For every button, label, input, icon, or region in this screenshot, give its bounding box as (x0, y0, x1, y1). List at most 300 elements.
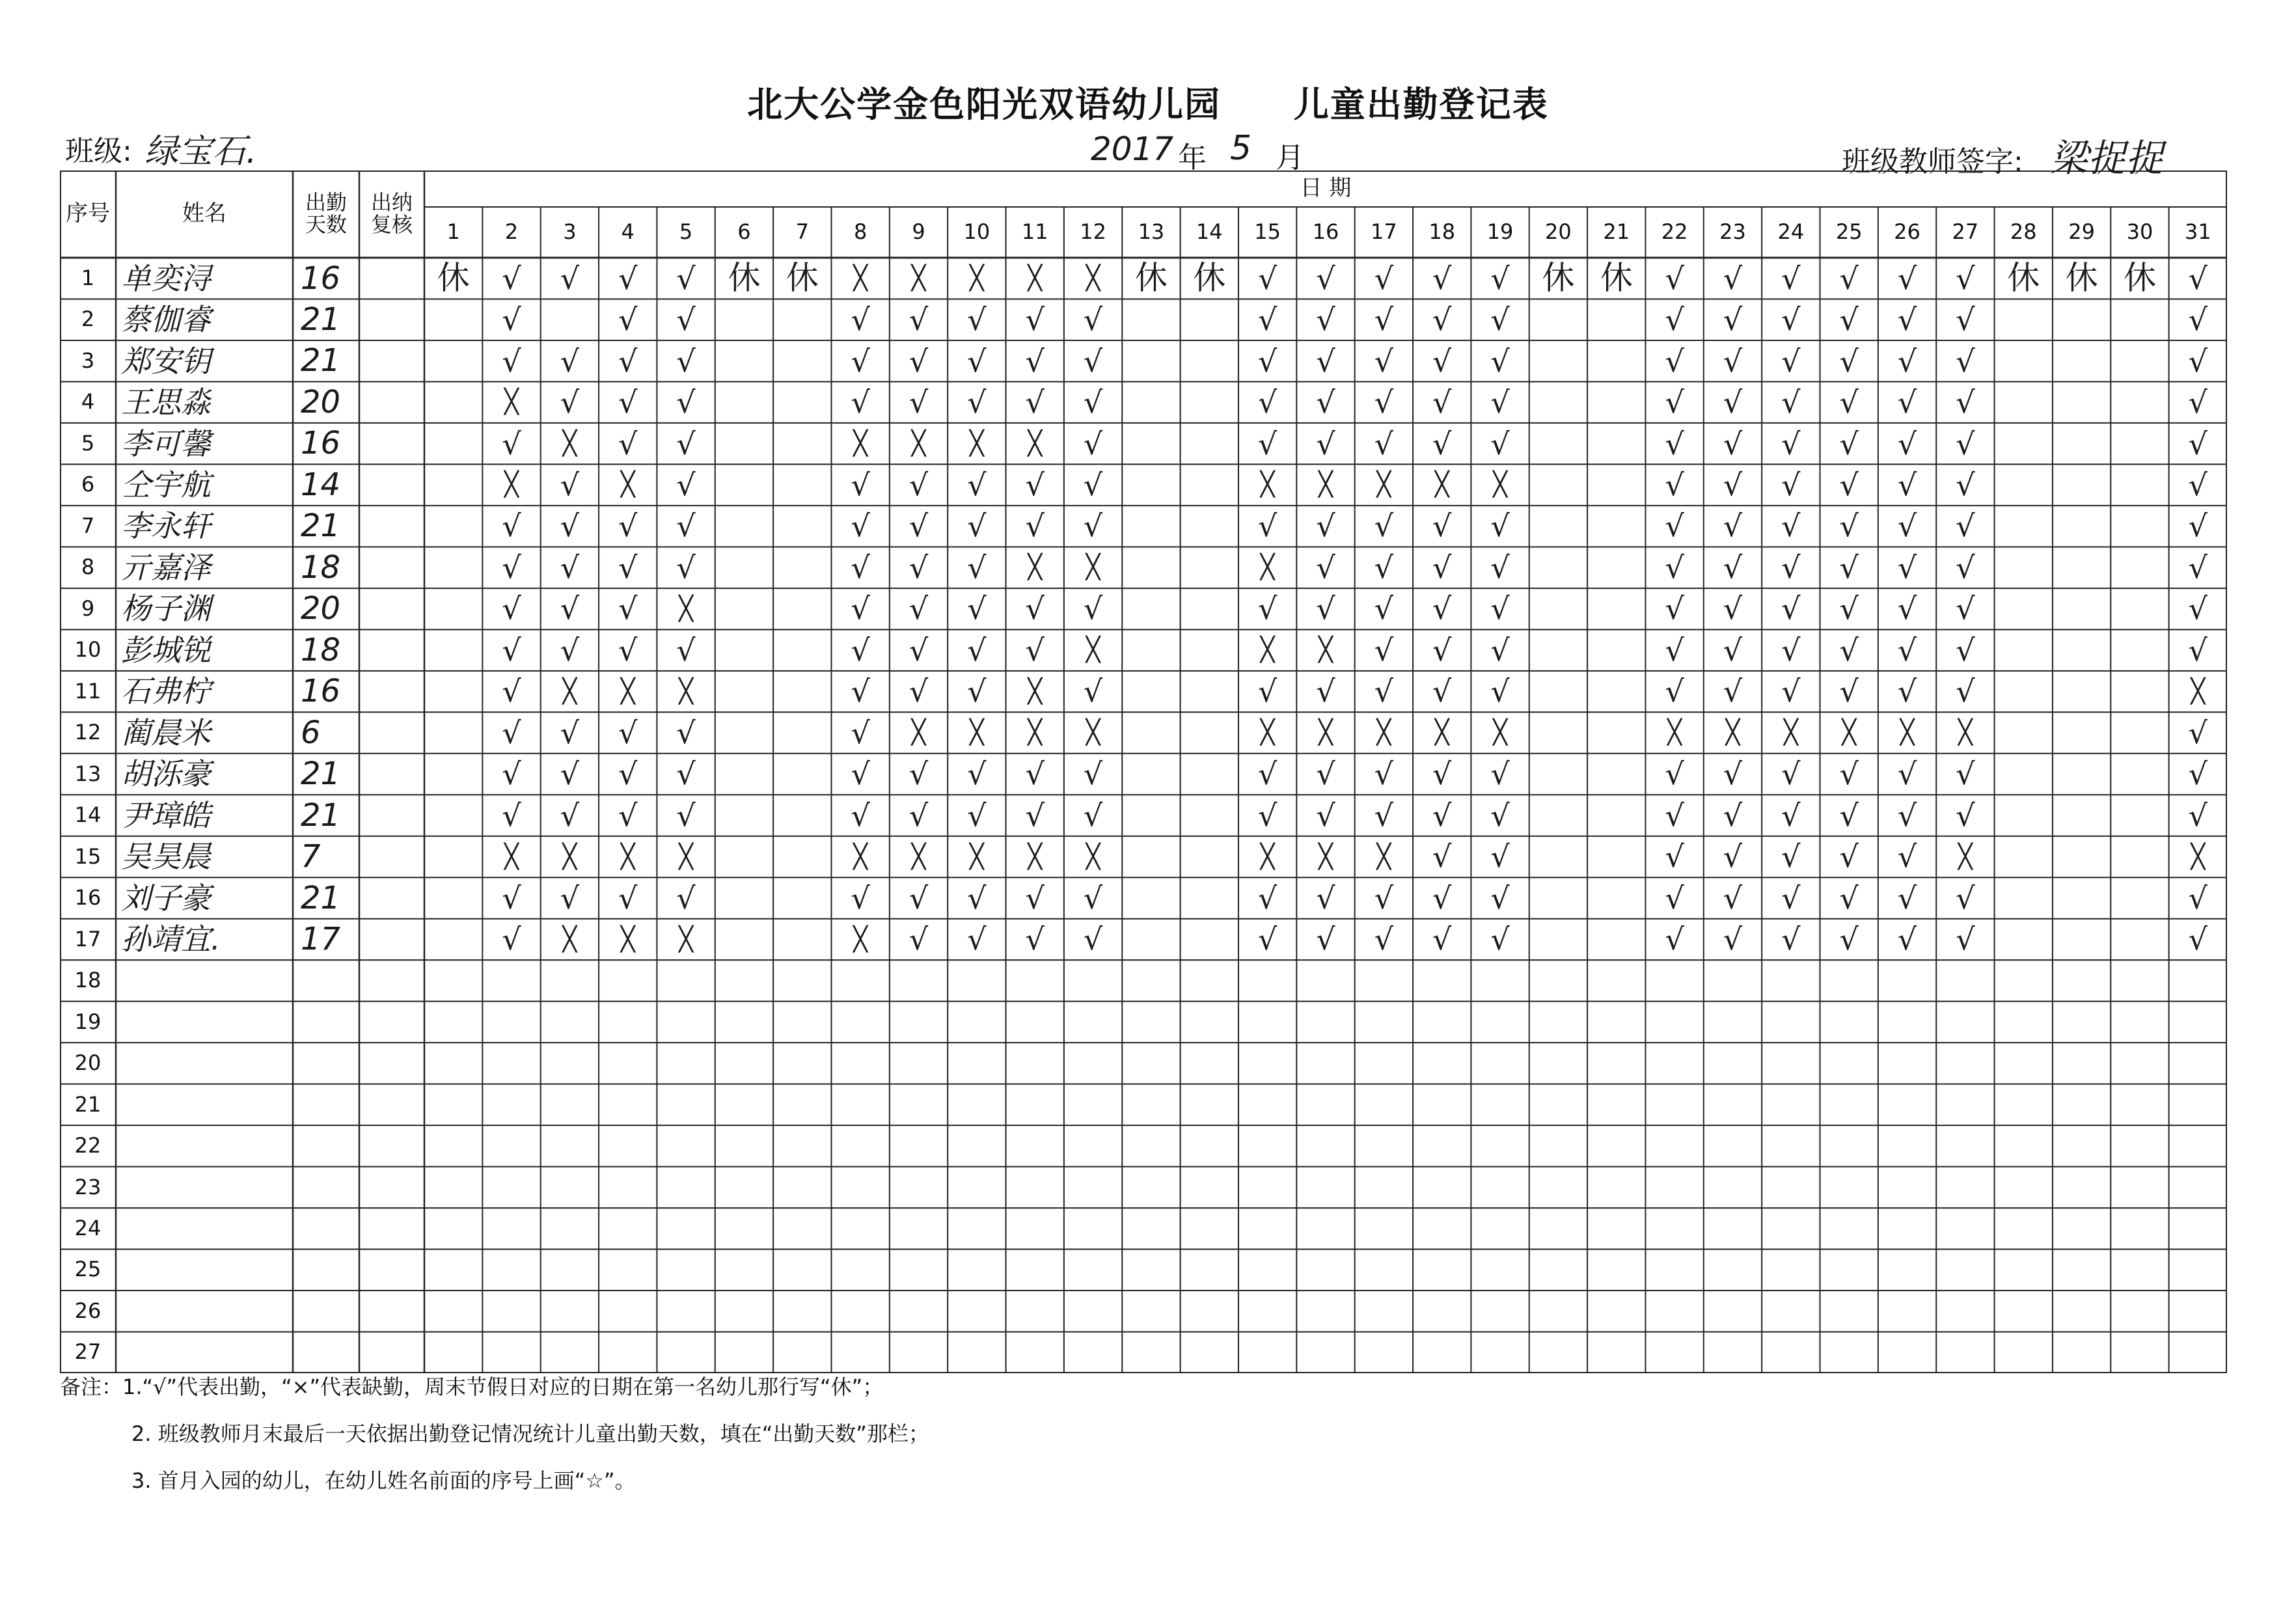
holiday-mark: 休 (437, 259, 470, 297)
present-mark: √ (967, 302, 987, 338)
absent-mark: ╳ (679, 843, 693, 870)
absent-mark: ╳ (1319, 843, 1333, 870)
header-days-line: 天数 (305, 212, 347, 237)
present-mark: √ (676, 508, 696, 544)
kindergarten-name: 北大公学金色阳光双语幼儿园 (747, 84, 1222, 125)
holiday-mark: 休 (1193, 259, 1226, 297)
date-header-25: 25 (1835, 219, 1863, 245)
absent-mark: ╳ (562, 430, 577, 457)
present-mark: √ (1257, 756, 1278, 792)
date-header-14: 14 (1196, 219, 1223, 245)
absent-mark: ╳ (1028, 430, 1043, 457)
present-mark: √ (1025, 385, 1045, 420)
present-mark: √ (676, 632, 696, 668)
present-mark: √ (1490, 508, 1510, 544)
present-mark: √ (1897, 591, 1917, 627)
present-mark: √ (1897, 922, 1917, 957)
absent-mark: ╳ (1260, 843, 1275, 870)
holiday-mark: 休 (1134, 259, 1168, 297)
present-mark: √ (1839, 260, 1859, 296)
attendance-days: 21 (301, 756, 341, 793)
present-mark: √ (502, 880, 521, 916)
present-mark: √ (1723, 674, 1743, 709)
present-mark: √ (851, 467, 870, 502)
present-mark: √ (1083, 591, 1103, 627)
header-days (293, 171, 359, 258)
absent-mark: ╳ (1725, 719, 1740, 746)
present-mark: √ (1025, 632, 1045, 668)
present-mark: √ (1374, 385, 1393, 420)
present-mark: √ (1839, 426, 1859, 461)
row-number: 4 (81, 389, 95, 415)
present-mark: √ (1781, 674, 1801, 709)
present-mark: √ (1490, 302, 1510, 338)
present-mark: √ (1839, 508, 1859, 544)
present-mark: √ (851, 343, 870, 379)
present-mark: √ (1723, 839, 1743, 875)
present-mark: √ (560, 797, 580, 833)
present-mark: √ (1083, 426, 1103, 461)
absent-mark: ╳ (1086, 719, 1100, 746)
absent-mark: ╳ (2191, 843, 2206, 870)
present-mark: √ (1839, 922, 1859, 957)
date-header-20: 20 (1545, 219, 1572, 245)
present-mark: √ (1665, 260, 1684, 296)
month-value: 5 (1230, 129, 1252, 168)
present-mark: √ (1897, 260, 1917, 296)
present-mark: √ (1839, 302, 1859, 338)
present-mark: √ (502, 922, 521, 957)
present-mark: √ (618, 756, 638, 792)
present-mark: √ (2188, 260, 2207, 296)
absent-mark: ╳ (679, 677, 693, 705)
present-mark: √ (909, 880, 929, 916)
present-mark: √ (1316, 260, 1335, 296)
date-header-1: 1 (446, 219, 460, 245)
header-check-line: 复核 (370, 212, 413, 237)
present-mark: √ (1432, 922, 1452, 957)
present-mark: √ (1083, 467, 1103, 502)
present-mark: √ (1723, 632, 1743, 668)
present-mark: √ (1316, 591, 1335, 627)
present-mark: √ (967, 591, 987, 627)
present-mark: √ (1257, 426, 1278, 461)
present-mark: √ (1956, 302, 1975, 338)
absent-mark: ╳ (562, 677, 577, 705)
present-mark: √ (1025, 343, 1045, 379)
teacher-signature-label: 班级教师签字: (1842, 145, 2023, 178)
present-mark: √ (1316, 797, 1335, 833)
note-2: 2. 班级教师月末最后一天依据出勤登记情况统计儿童出勤天数，填在“出勤天数”那栏； (131, 1421, 929, 1446)
present-mark: √ (1956, 880, 1975, 916)
present-mark: √ (909, 591, 929, 627)
row-number: 14 (74, 802, 102, 828)
absent-mark: ╳ (970, 719, 984, 746)
present-mark: √ (1781, 797, 1801, 833)
present-mark: √ (1956, 674, 1975, 709)
present-mark: √ (1257, 922, 1278, 957)
present-mark: √ (1490, 591, 1510, 627)
row-number: 20 (74, 1050, 102, 1076)
absent-mark: ╳ (970, 264, 984, 292)
present-mark: √ (1025, 756, 1045, 792)
present-mark: √ (1432, 591, 1452, 627)
present-mark: √ (1897, 549, 1917, 585)
present-mark: √ (676, 302, 696, 338)
absent-mark: ╳ (504, 389, 519, 416)
attendance-days: 21 (301, 342, 341, 379)
date-header-11: 11 (1021, 219, 1048, 245)
present-mark: √ (502, 343, 521, 379)
present-mark: √ (1083, 508, 1103, 544)
present-mark: √ (2188, 880, 2207, 916)
present-mark: √ (1083, 922, 1103, 957)
attendance-days: 18 (301, 549, 341, 586)
present-mark: √ (967, 467, 987, 502)
present-mark: √ (1781, 880, 1801, 916)
present-mark: √ (1374, 632, 1393, 668)
present-mark: √ (2188, 922, 2207, 957)
holiday-mark: 休 (2007, 259, 2040, 297)
absent-mark: ╳ (1376, 471, 1391, 499)
present-mark: √ (1839, 839, 1859, 875)
year-value: 2017 (1091, 130, 1174, 168)
present-mark: √ (502, 426, 521, 461)
present-mark: √ (909, 508, 929, 544)
date-header-30: 30 (2126, 219, 2153, 245)
present-mark: √ (1083, 797, 1103, 833)
child-name: 石弗柠 (121, 674, 211, 709)
present-mark: √ (851, 508, 870, 544)
date-header-19: 19 (1486, 219, 1514, 245)
absent-mark: ╳ (504, 843, 519, 870)
present-mark: √ (1781, 756, 1801, 792)
present-mark: √ (618, 343, 638, 379)
present-mark: √ (2188, 302, 2207, 338)
row-number: 26 (74, 1298, 102, 1323)
present-mark: √ (909, 343, 929, 379)
attendance-days: 21 (301, 797, 341, 834)
present-mark: √ (967, 549, 987, 585)
present-mark: √ (1723, 426, 1743, 461)
present-mark: √ (676, 426, 696, 461)
present-mark: √ (851, 302, 870, 338)
holiday-mark: 休 (1542, 259, 1575, 297)
present-mark: √ (1956, 508, 1975, 544)
present-mark: √ (1665, 922, 1684, 957)
absent-mark: ╳ (679, 595, 693, 622)
present-mark: √ (1083, 674, 1103, 709)
absent-mark: ╳ (620, 925, 635, 953)
date-header-3: 3 (563, 219, 577, 245)
row-number: 3 (81, 348, 95, 373)
absent-mark: ╳ (970, 430, 984, 457)
child-name: 彭城锐 (121, 632, 211, 668)
present-mark: √ (676, 343, 696, 379)
present-mark: √ (909, 632, 929, 668)
present-mark: √ (1490, 385, 1510, 420)
present-mark: √ (1432, 343, 1452, 379)
date-header-22: 22 (1661, 219, 1688, 245)
present-mark: √ (1839, 797, 1859, 833)
present-mark: √ (1956, 922, 1975, 957)
present-mark: √ (1839, 756, 1859, 792)
absent-mark: ╳ (1376, 719, 1391, 746)
month-label: 月 (1276, 141, 1304, 174)
header-check-line: 出纳 (370, 190, 413, 215)
teacher-signature: 梁捉捉 (2050, 136, 2164, 180)
present-mark: √ (560, 715, 580, 750)
absent-mark: ╳ (1376, 843, 1391, 870)
present-mark: √ (909, 674, 929, 709)
present-mark: √ (1490, 632, 1510, 668)
date-header-9: 9 (912, 219, 925, 245)
present-mark: √ (1316, 302, 1335, 338)
present-mark: √ (560, 260, 580, 296)
present-mark: √ (1781, 385, 1801, 420)
present-mark: √ (618, 426, 638, 461)
absent-mark: ╳ (1086, 554, 1100, 581)
present-mark: √ (1781, 302, 1801, 338)
holiday-mark: 休 (728, 259, 761, 297)
attendance-days: 21 (301, 879, 341, 916)
present-mark: √ (1723, 880, 1743, 916)
present-mark: √ (676, 467, 696, 502)
present-mark: √ (1490, 797, 1510, 833)
present-mark: √ (560, 632, 580, 668)
present-mark: √ (1374, 591, 1393, 627)
present-mark: √ (1781, 260, 1801, 296)
present-mark: √ (2188, 756, 2207, 792)
attendance-days: 20 (301, 383, 341, 420)
present-mark: √ (2188, 549, 2207, 585)
date-header-24: 24 (1777, 219, 1805, 245)
present-mark: √ (1665, 385, 1684, 420)
row-number: 27 (74, 1339, 102, 1365)
present-mark: √ (851, 797, 870, 833)
present-mark: √ (1490, 880, 1510, 916)
date-header-18: 18 (1428, 219, 1456, 245)
present-mark: √ (909, 302, 929, 338)
present-mark: √ (1665, 302, 1684, 338)
absent-mark: ╳ (562, 925, 577, 953)
note-3: 3. 首月入园的幼儿，在幼儿姓名前面的序号上画“☆”。 (131, 1468, 636, 1493)
holiday-mark: 休 (1600, 259, 1633, 297)
header-days-line: 出勤 (305, 190, 347, 215)
present-mark: √ (1956, 756, 1975, 792)
present-mark: √ (851, 549, 870, 585)
absent-mark: ╳ (1028, 677, 1043, 705)
sheet-title (0, 77, 2296, 127)
present-mark: √ (676, 260, 696, 296)
attendance-days: 16 (301, 260, 341, 297)
present-mark: √ (1839, 549, 1859, 585)
present-mark: √ (1432, 426, 1452, 461)
present-mark: √ (1781, 508, 1801, 544)
attendance-days: 21 (301, 508, 341, 545)
present-mark: √ (1781, 467, 1801, 502)
present-mark: √ (1781, 343, 1801, 379)
present-mark: √ (1083, 343, 1103, 379)
present-mark: √ (1083, 756, 1103, 792)
date-header-23: 23 (1719, 219, 1746, 245)
present-mark: √ (676, 385, 696, 420)
child-name: 刘子豪 (121, 880, 211, 916)
attendance-days: 16 (301, 673, 341, 710)
present-mark: √ (1025, 467, 1045, 502)
present-mark: √ (676, 880, 696, 916)
absent-mark: ╳ (620, 843, 635, 870)
present-mark: √ (1839, 467, 1859, 502)
absent-mark: ╳ (1958, 843, 1973, 870)
date-header-16: 16 (1312, 219, 1339, 245)
absent-mark: ╳ (1028, 264, 1043, 292)
date-header-17: 17 (1370, 219, 1397, 245)
present-mark: √ (1956, 385, 1975, 420)
date-header-15: 15 (1254, 219, 1281, 245)
absent-mark: ╳ (911, 719, 926, 746)
present-mark: √ (618, 260, 638, 296)
present-mark: √ (1897, 302, 1917, 338)
present-mark: √ (1374, 674, 1393, 709)
present-mark: √ (1432, 632, 1452, 668)
present-mark: √ (560, 549, 580, 585)
present-mark: √ (1374, 302, 1393, 338)
present-mark: √ (1257, 385, 1278, 420)
present-mark: √ (1490, 839, 1510, 875)
attendance-days: 14 (301, 466, 341, 503)
present-mark: √ (1723, 343, 1743, 379)
present-mark: √ (1490, 343, 1510, 379)
present-mark: √ (1374, 508, 1393, 544)
row-number: 2 (81, 307, 95, 332)
class-value: 绿宝石. (144, 132, 257, 171)
absent-mark: ╳ (679, 925, 693, 953)
child-name: 李永轩 (121, 508, 211, 544)
row-number: 11 (74, 678, 102, 704)
present-mark: √ (1839, 674, 1859, 709)
present-mark: √ (967, 385, 987, 420)
present-mark: √ (1316, 549, 1335, 585)
row-number: 19 (74, 1009, 102, 1034)
present-mark: √ (1316, 674, 1335, 709)
absent-mark: ╳ (853, 264, 868, 292)
present-mark: √ (1897, 632, 1917, 668)
absent-mark: ╳ (620, 471, 635, 499)
present-mark: √ (1723, 922, 1743, 957)
row-number: 21 (74, 1091, 102, 1117)
present-mark: √ (2188, 508, 2207, 544)
row-number: 24 (74, 1216, 102, 1240)
present-mark: √ (502, 674, 521, 709)
present-mark: √ (1956, 426, 1975, 461)
present-mark: √ (851, 591, 870, 627)
absent-mark: ╳ (1434, 719, 1449, 746)
row-number: 15 (74, 843, 102, 869)
present-mark: √ (1257, 302, 1278, 338)
present-mark: √ (1257, 343, 1278, 379)
present-mark: √ (1432, 385, 1452, 420)
present-mark: √ (1897, 880, 1917, 916)
present-mark: √ (1257, 508, 1278, 544)
absent-mark: ╳ (1260, 471, 1275, 499)
present-mark: √ (1956, 260, 1975, 296)
present-mark: √ (909, 549, 929, 585)
present-mark: √ (560, 880, 580, 916)
present-mark: √ (1897, 797, 1917, 833)
absent-mark: ╳ (1028, 719, 1043, 746)
present-mark: √ (560, 591, 580, 627)
present-mark: √ (909, 756, 929, 792)
absent-mark: ╳ (620, 677, 635, 705)
present-mark: √ (560, 385, 580, 420)
absent-mark: ╳ (1958, 719, 1973, 746)
present-mark: √ (1316, 343, 1335, 379)
present-mark: √ (618, 591, 638, 627)
absent-mark: ╳ (853, 430, 868, 457)
present-mark: √ (676, 756, 696, 792)
present-mark: √ (618, 549, 638, 585)
present-mark: √ (1723, 508, 1743, 544)
absent-mark: ╳ (1086, 636, 1100, 664)
present-mark: √ (1432, 549, 1452, 585)
row-number: 17 (74, 926, 102, 951)
present-mark: √ (676, 549, 696, 585)
child-name: 亓嘉泽 (121, 549, 211, 585)
absent-mark: ╳ (2191, 677, 2206, 705)
present-mark: √ (1665, 797, 1684, 833)
date-header-7: 7 (795, 219, 809, 245)
present-mark: √ (1781, 426, 1801, 461)
present-mark: √ (1665, 839, 1684, 875)
present-mark: √ (1374, 797, 1393, 833)
row-number: 12 (74, 720, 102, 745)
present-mark: √ (618, 508, 638, 544)
present-mark: √ (1897, 467, 1917, 502)
present-mark: √ (967, 632, 987, 668)
absent-mark: ╳ (1842, 719, 1857, 746)
date-header-5: 5 (679, 219, 693, 245)
present-mark: √ (618, 302, 638, 338)
present-mark: √ (967, 674, 987, 709)
present-mark: √ (1432, 797, 1452, 833)
present-mark: √ (1723, 756, 1743, 792)
present-mark: √ (1897, 343, 1917, 379)
present-mark: √ (1025, 797, 1045, 833)
child-name: 杨子渊 (121, 591, 211, 627)
present-mark: √ (967, 922, 987, 957)
present-mark: √ (2188, 715, 2207, 750)
present-mark: √ (909, 922, 929, 957)
present-mark: √ (1665, 549, 1684, 585)
row-number: 18 (74, 968, 102, 993)
present-mark: √ (618, 385, 638, 420)
present-mark: √ (1665, 467, 1684, 502)
holiday-mark: 休 (2123, 259, 2156, 297)
present-mark: √ (502, 797, 521, 833)
present-mark: √ (2188, 343, 2207, 379)
present-mark: √ (967, 756, 987, 792)
present-mark: √ (1025, 508, 1045, 544)
present-mark: √ (1665, 591, 1684, 627)
date-header-26: 26 (1894, 219, 1920, 245)
present-mark: √ (1316, 508, 1335, 544)
present-mark: √ (1839, 343, 1859, 379)
header-name: 姓名 (182, 200, 226, 227)
present-mark: √ (1781, 922, 1801, 957)
present-mark: √ (1374, 880, 1393, 916)
present-mark: √ (1432, 260, 1452, 296)
